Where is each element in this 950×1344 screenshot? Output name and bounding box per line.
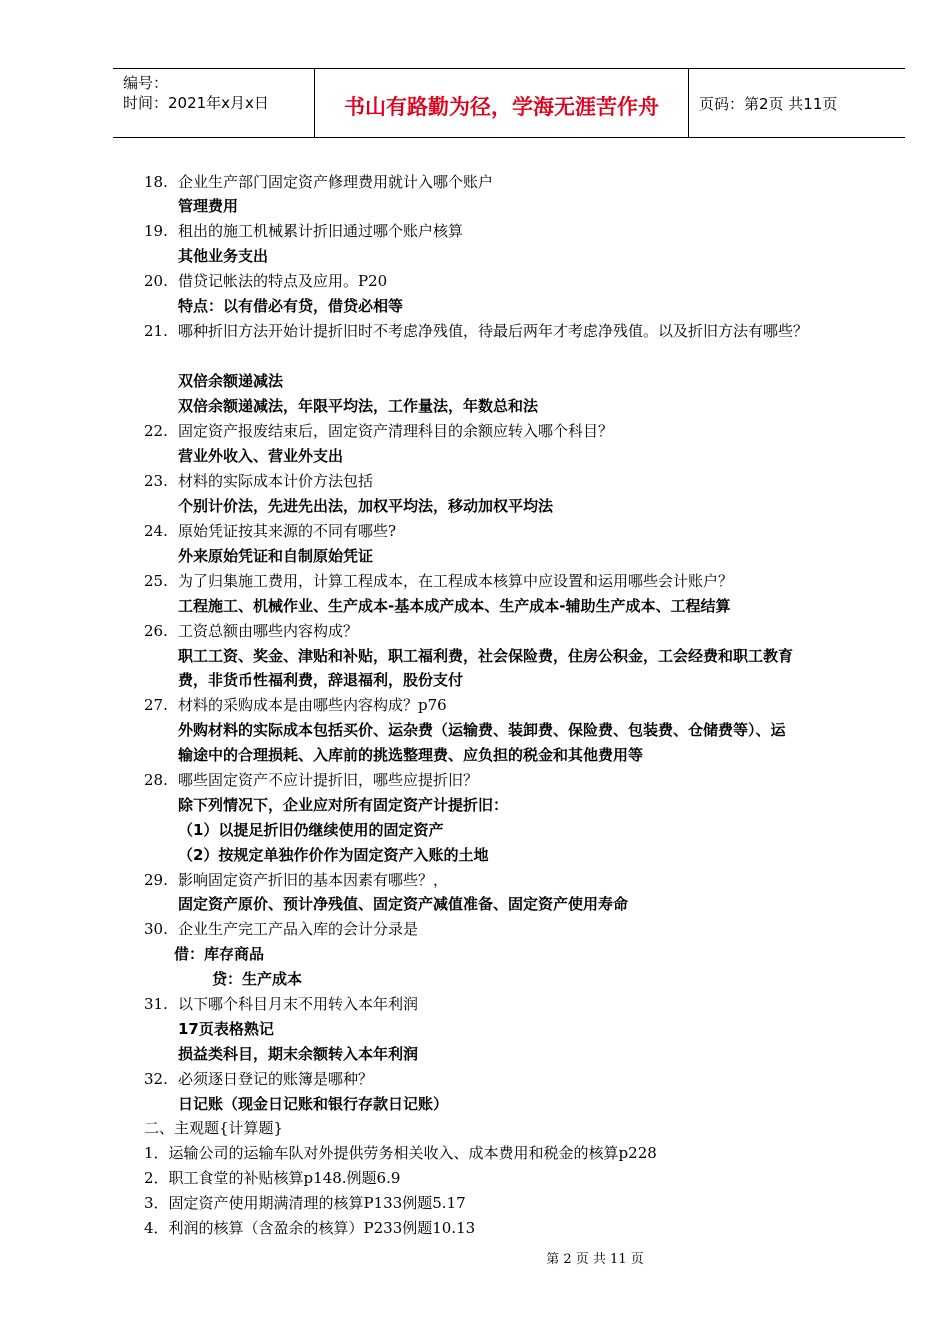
question-text: 材料的采购成本是由哪些内容构成？p76 xyxy=(178,696,447,714)
answer-text: 职工工资、奖金、津贴和补贴，职工福利费，社会保险费，住房公积金，工会经费和职工教育 xyxy=(178,647,794,665)
answer-text: 贷：生产成本 xyxy=(212,970,303,988)
question-text: 工资总额由哪些内容构成？ xyxy=(178,622,359,640)
question-text: 2．职工食堂的补贴核算p148.例题6.9 xyxy=(144,1169,401,1187)
question-number: 30. xyxy=(144,920,168,938)
header-motto: 书山有路勤为径，学海无涯苦作舟 xyxy=(315,69,689,137)
question-number: 21. xyxy=(144,322,168,340)
header-meta xyxy=(113,69,315,137)
answer-text: 日记账（现金日记账和银行存款日记账） xyxy=(178,1095,449,1113)
question-text: 哪种折旧方法开始计提折旧时不考虑净残值，待最后两年才考虑净残值。以及折旧方法有哪些？ xyxy=(178,322,809,340)
answer-text: 固定资产原价、预计净残值、固定资产减值准备、固定资产使用寿命 xyxy=(178,895,629,913)
header-number-label: 编号： xyxy=(123,74,169,92)
question-number: 20. xyxy=(144,272,168,290)
answer-text: 管理费用 xyxy=(178,197,239,215)
answer-text: 输途中的合理损耗、入库前的挑选整理费、应负担的税金和其他费用等 xyxy=(178,746,644,764)
answer-text: 外购材料的实际成本包括买价、运杂费（运输费、装卸费、保险费、包装费、仓储费等）、运 xyxy=(178,721,786,739)
question-text: 借贷记帐法的特点及应用。P20 xyxy=(178,272,388,290)
answer-text: 除下列情况下，企业应对所有固定资产计提折旧： xyxy=(178,796,509,814)
answer-text: 个别计价法，先进先出法，加权平均法，移动加权平均法 xyxy=(178,497,554,515)
question-text: 为了归集施工费用，计算工程成本，在工程成本核算中应设置和运用哪些会计账户？ xyxy=(178,572,734,590)
answer-text: 双倍余额递减法 xyxy=(178,372,284,390)
answer-text: 借：库存商品 xyxy=(174,945,265,963)
question-number: 19. xyxy=(144,222,168,240)
question-number: 25. xyxy=(144,572,168,590)
question-text: 哪些固定资产不应计提折旧，哪些应提折旧？ xyxy=(178,771,479,789)
question-number: 24. xyxy=(144,522,168,540)
answer-text: 双倍余额递减法，年限平均法，工作量法，年数总和法 xyxy=(178,397,539,415)
answer-text: 特点：以有借必有贷，借贷必相等 xyxy=(178,297,404,315)
answer-text: 工程施工、机械作业、生产成本-基本成产成本、生产成本-辅助生产成本、工程结算 xyxy=(178,597,731,615)
answer-text: 外来原始凭证和自制原始凭证 xyxy=(178,547,374,565)
question-text: 3．固定资产使用期满清理的核算P133例题5.17 xyxy=(144,1194,466,1212)
question-number: 27. xyxy=(144,696,168,714)
question-text: 影响固定资产折旧的基本因素有哪些？， xyxy=(178,871,449,889)
question-text: 租出的施工机械累计折旧通过哪个账户核算 xyxy=(178,222,464,240)
question-number: 22. xyxy=(144,422,168,440)
header-time-label: 时间：2021年x月x日 xyxy=(123,94,269,112)
answer-text: （1）以提足折旧仍继续使用的固定资产 xyxy=(178,821,444,839)
question-number: 32. xyxy=(144,1070,168,1088)
question-text: 必须逐日登记的账簿是哪种？ xyxy=(178,1070,374,1088)
question-number: 31. xyxy=(144,995,168,1013)
answer-text: （2）按规定单独作价作为固定资产入账的土地 xyxy=(178,846,489,864)
answer-text: 17页表格熟记 xyxy=(178,1020,274,1038)
question-number: 23. xyxy=(144,472,168,490)
question-text: 1．运输公司的运输车队对外提供劳务相关收入、成本费用和税金的核算p228 xyxy=(144,1144,657,1162)
question-text: 以下哪个科目月末不用转入本年利润 xyxy=(178,995,419,1013)
question-number: 26. xyxy=(144,622,168,640)
question-text: 固定资产报废结束后，固定资产清理科目的余额应转入哪个科目？ xyxy=(178,422,614,440)
question-text: 原始凭证按其来源的不同有哪些? xyxy=(178,522,397,540)
question-text: 材料的实际成本计价方法包括 xyxy=(178,472,374,490)
question-number: 18. xyxy=(144,173,168,191)
question-number: 29. xyxy=(144,871,168,889)
header-page-label: 页码：第2页 共11页 xyxy=(699,95,838,113)
answer-text: 费，非货币性福利费，辞退福利，股份支付 xyxy=(178,671,464,689)
question-number: 28. xyxy=(144,771,168,789)
answer-text: 其他业务支出 xyxy=(178,247,269,265)
answer-text: 损益类科目，期末余额转入本年利润 xyxy=(178,1045,419,1063)
page-footer: 第 2 页 共 11 页 xyxy=(546,1252,644,1267)
question-text: 企业生产完工产品入库的会计分录是 xyxy=(178,920,419,938)
question-text: 二、主观题{计算题} xyxy=(144,1119,284,1137)
question-text: 4．利润的核算（含盈余的核算）P233例题10.13 xyxy=(144,1219,476,1237)
question-text: 企业生产部门固定资产修理费用就计入哪个账户 xyxy=(178,173,494,191)
answer-text: 营业外收入、营业外支出 xyxy=(178,447,344,465)
page-header xyxy=(113,68,905,138)
